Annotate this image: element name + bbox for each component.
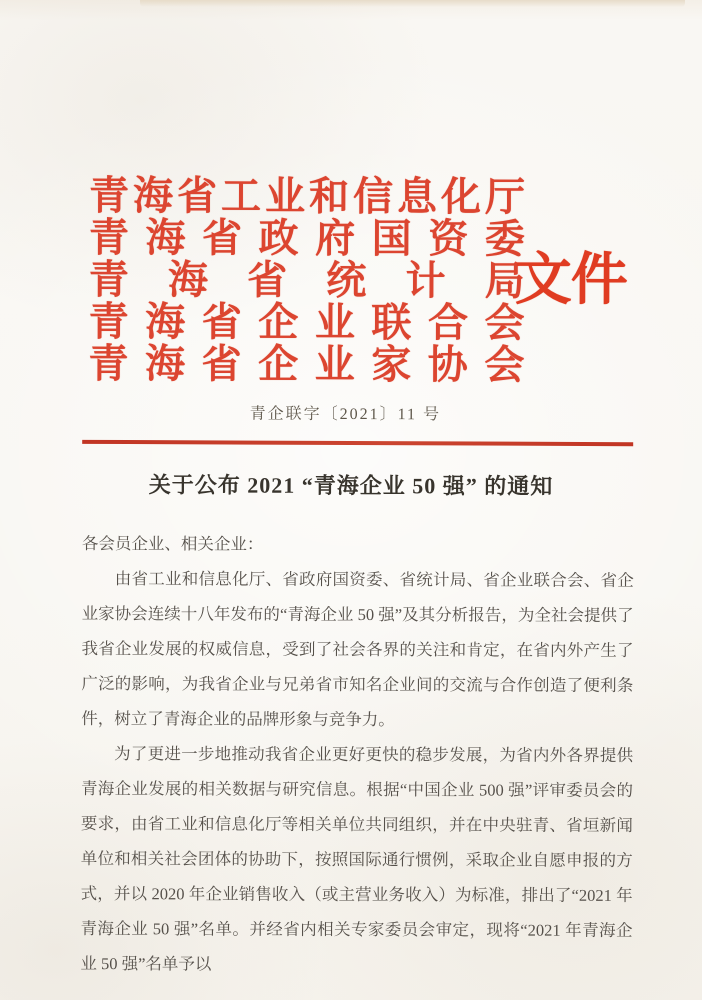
- issuer-line-4: 青 海 省 企 业 联 合 会: [88, 299, 525, 346]
- doc-type-label: 文件: [514, 248, 627, 312]
- issuer-line-3: 青 海 省 统 计 局: [88, 257, 525, 304]
- document-title: 关于公布 2021 “青海企业 50 强” 的通知: [148, 472, 554, 499]
- issuer-line-1: 青 海 省 工 业 和 信 息 化 厅: [88, 173, 526, 220]
- document-number: 青企联字〔2021〕11 号: [249, 405, 442, 424]
- salutation: 各会员企业、相关企业：: [81, 534, 264, 554]
- issuer-line-2: 青 海 省 政 府 国 资 委: [88, 215, 525, 262]
- body-paragraph-2: 为了更进一步地推动我省企业更好更快的稳步发展，为省内外各界提供青海企业发展的相关数据与研究信息。根据“中国企业 500 强”评审委员会的要求，由省工业和信息化厅等相关单位共同组织，并在中央驻青、省垣新闻单位和相关社会团体的协助下，按照国际通行惯例，采取企业自愿申报的方式，并以 2020 年企业销售收入（或主营业务收入）为标准，排出了“2021 年青海企业 50 强”名单。并经省内相关专家委员会审定，现将“2021 年青海企业 50 强”名单予以: [80, 744, 634, 974]
- body-paragraph-1: 由省工业和信息化厅、省政府国资委、省统计局、省企业联合会、省企业家协会连续十八年发布的“青海企业 50 强”及其分析报告，为全社会提供了我省企业发展的权威信息，受到了社会各界的关注和肯定，在省内外产生了广泛的影响，为我省企业与兄弟省市知名企业间的交流与合作创造了便利条件，树立了青海企业的品牌形象与竞争力。: [81, 569, 634, 730]
- issuer-line-5: 青 海 省 企 业 家 协 会: [88, 341, 525, 388]
- letterhead: [88, 175, 525, 387]
- red-divider-line: [82, 440, 633, 446]
- document-body: [80, 526, 634, 983]
